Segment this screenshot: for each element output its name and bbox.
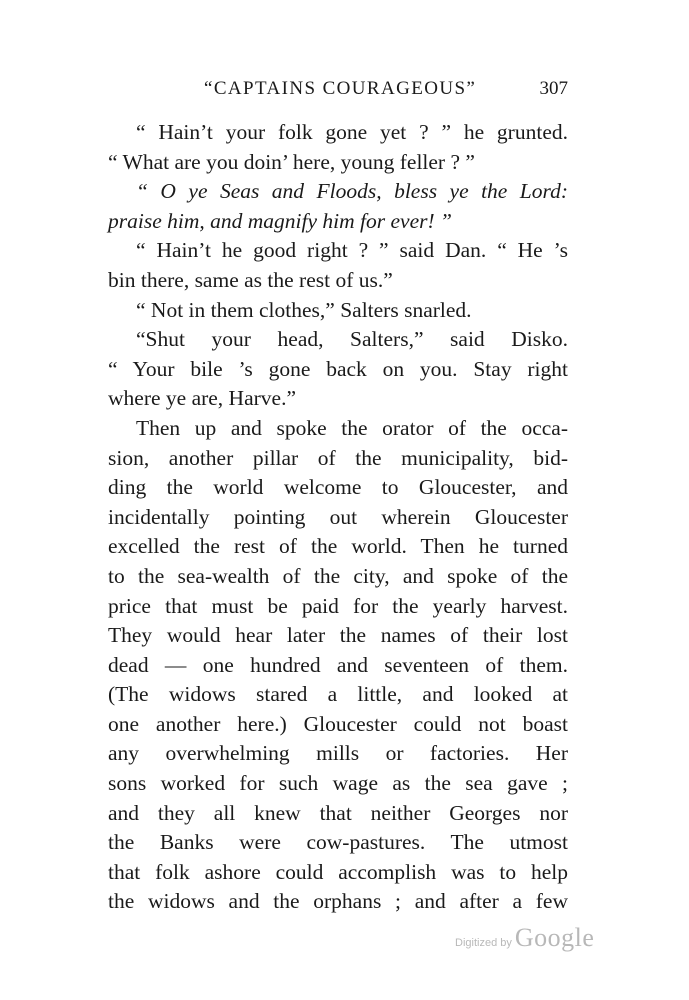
text-line: the widows and the orphans ; and after a few xyxy=(108,889,568,914)
text-line: sons worked for such wage as the sea gave ; xyxy=(108,771,568,796)
text-line: price that must be paid for the yearly harvest. xyxy=(108,593,568,618)
text-line: “ O ye Seas and Floods, bless ye the Lord: xyxy=(136,179,568,204)
text-line: that folk ashore could accomplish was to help xyxy=(108,859,568,884)
text-line: “ Not in them clothes,” Salters snarled. xyxy=(136,297,472,322)
text-line: where ye are, Harve.” xyxy=(108,386,296,411)
text-line: (The widows stared a little, and looked at xyxy=(108,682,568,707)
text-line: excelled the rest of the world. Then he turned xyxy=(108,534,568,559)
text-line: “ Hain’t he good right ? ” said Dan. “ He ’s xyxy=(136,238,568,263)
google-logo-text: Google xyxy=(514,923,595,952)
page-header xyxy=(108,78,578,104)
text-line: one another here.) Gloucester could not boast xyxy=(108,711,568,736)
text-line: “ Hain’t your folk gone yet ? ” he grunted. xyxy=(136,120,568,144)
text-line: sion, another pillar of the municipality, bid- xyxy=(108,445,568,470)
text-line: “Shut your head, Salters,” said Disko. xyxy=(136,327,568,352)
text-line: They would hear later the names of their lost xyxy=(108,623,568,648)
text-line: and they all knew that neither Georges nor xyxy=(108,800,568,825)
text-line: Then up and spoke the orator of the occa- xyxy=(136,415,568,440)
text-line: ding the world welcome to Gloucester, and xyxy=(108,475,568,500)
text-line: bin there, same as the rest of us.” xyxy=(108,267,393,292)
text-line: praise him, and magnify him for ever! ” xyxy=(108,208,452,233)
text-line: to the sea-wealth of the city, and spoke of the xyxy=(108,563,568,588)
body-text xyxy=(108,118,568,917)
text-line: “ What are you doin’ here, young feller ? ” xyxy=(108,149,475,174)
text-line: “ Your bile ’s gone back on you. Stay right xyxy=(108,356,568,381)
text-line: dead — one hundred and seventeen of them. xyxy=(108,652,568,677)
digitized-by-google-watermark xyxy=(455,923,594,953)
running-title: “CAPTAINS COURAGEOUS” xyxy=(204,78,477,99)
text-line: any overwhelming mills or factories. Her xyxy=(108,741,568,766)
page-number: 307 xyxy=(539,78,568,99)
text-line: the Banks were cow-pastures. The utmost xyxy=(108,830,568,855)
watermark-prefix: Digitized by xyxy=(455,937,512,949)
text-line: incidentally pointing out wherein Gloucester xyxy=(108,504,568,529)
